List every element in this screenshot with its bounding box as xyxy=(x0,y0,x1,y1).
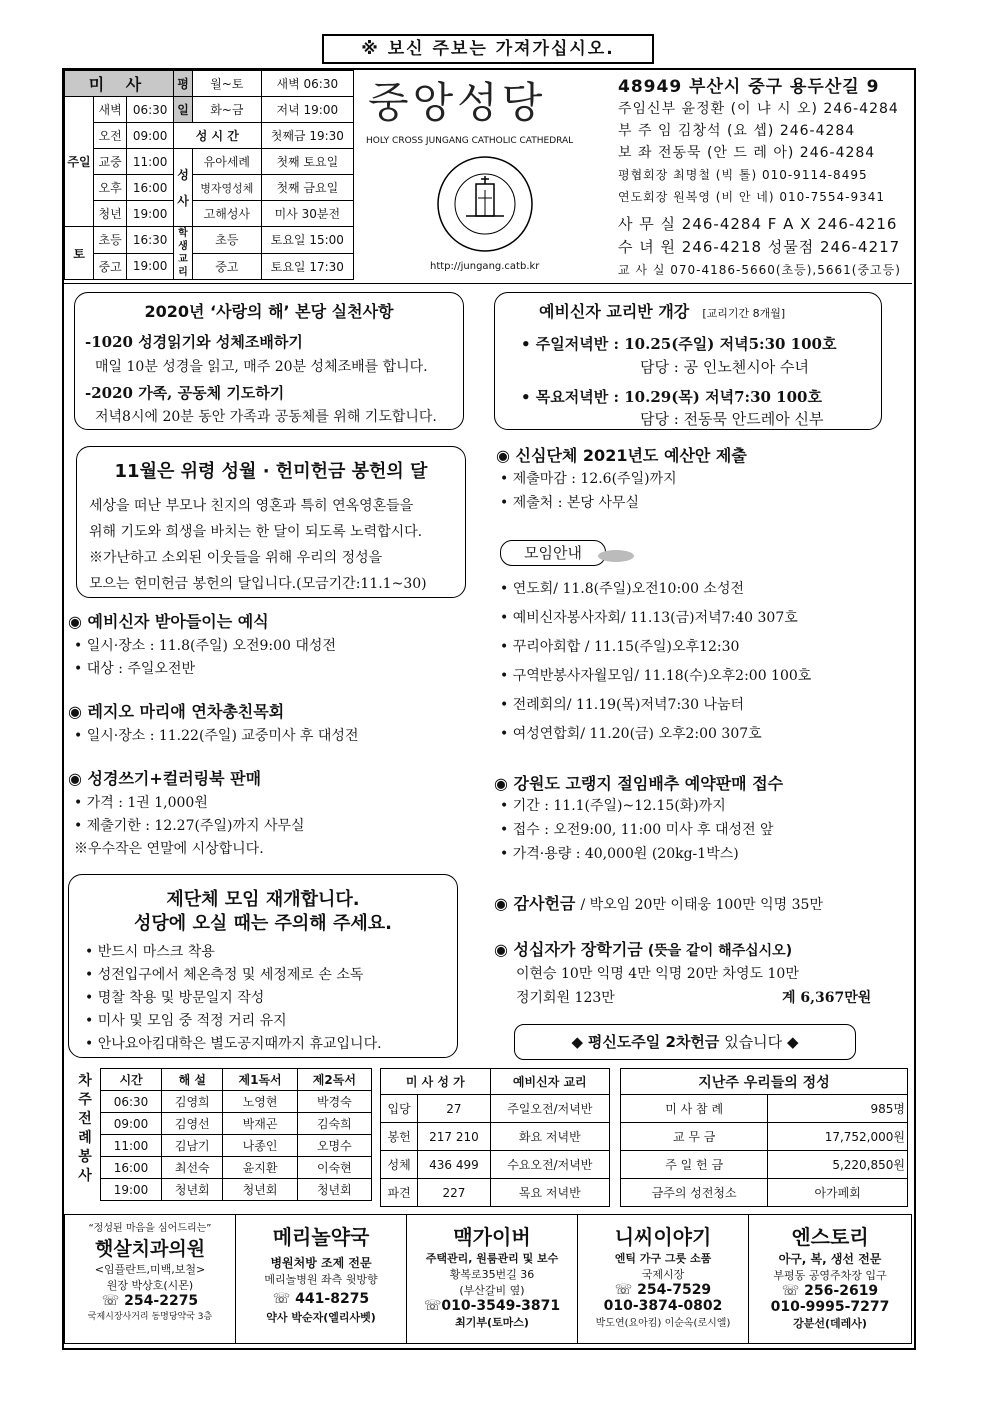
class-row: • 목요저녁반 : 10.29(목) 저녁7:30 100호 xyxy=(521,388,822,406)
duty-header: 시간 xyxy=(101,1069,162,1091)
ad-line: <임플란트,미백,보철> xyxy=(94,1263,206,1276)
offering-value: 5,220,850원 xyxy=(768,1151,908,1179)
item-line: ※우수작은 연말에 시상합니다. xyxy=(74,841,264,857)
ad-line: 국제시장 xyxy=(641,1268,685,1281)
ad-phone: ☏ 254-7529 xyxy=(614,1282,712,1298)
hymn-number: 436 499 xyxy=(418,1151,490,1179)
offering-value: 17,752,000원 xyxy=(768,1123,908,1151)
mass-time: 16:30 xyxy=(127,227,174,254)
offering-table xyxy=(620,1068,908,1207)
ad-name: 메리놀약국 xyxy=(272,1225,370,1249)
office-row: 사 무 실 246-4284 F A X 246-4216 xyxy=(618,215,898,233)
office-row: 교 사 실 070-4186-5660(초등),5661(중고등) xyxy=(618,263,901,277)
staff-row: 보 좌 전동묵 (안 드 레 아) 246-4284 xyxy=(618,145,876,161)
office-row: 수 녀 원 246-4218 성물점 246-4217 xyxy=(618,238,901,256)
scholarship-donors: 이현승 10만 익명 4만 익명 20만 차영도 10만 xyxy=(516,966,799,982)
catechumen-class-box xyxy=(494,292,882,430)
second-collection-box xyxy=(514,1024,856,1060)
duty-table xyxy=(100,1068,372,1201)
staff-row: 부 주 임 김창석 (요 셉) 246-4284 xyxy=(618,123,856,139)
mass-time: 19:00 xyxy=(127,201,174,227)
notice-banner: ※ 보신 주보는 가져가십시오. xyxy=(322,34,654,64)
hymn-part: 성체 xyxy=(381,1151,418,1179)
ad-line: 부평동 공영주차장 입구 xyxy=(773,1269,887,1282)
diamond-icon: ◆ xyxy=(571,1033,588,1051)
box-title: 2020년 ‘사랑의 해’ 본당 실천사항 xyxy=(144,302,394,321)
item-title: ◉ 레지오 마리애 연차총친목회 xyxy=(68,702,285,721)
ad-line: 원장 박상호(시몬) xyxy=(106,1279,194,1292)
item-line: • 일시·장소 : 11.8(주일) 오전9:00 대성전 xyxy=(74,638,336,654)
duty-cell: 최선숙 xyxy=(162,1157,223,1179)
duty-cell: 청년회 xyxy=(297,1179,371,1201)
weekday-days: 화~금 xyxy=(193,97,262,123)
hymn-table xyxy=(380,1068,610,1207)
duty-cell: 윤지환 xyxy=(223,1157,297,1179)
duty-header: 제1독서 xyxy=(223,1069,297,1091)
mass-schedule-table xyxy=(64,70,354,280)
thanks-offering-row xyxy=(494,891,823,914)
class-name: 수요오전/저녁반 xyxy=(490,1151,609,1179)
item-title: ◉ 감사헌금 xyxy=(494,894,576,913)
rule-line: • 미사 및 모임 중 적정 거리 유지 xyxy=(85,1013,287,1029)
item-title: ◉ 강원도 고랭지 절임배추 예약판매 접수 xyxy=(494,774,784,793)
box-line: 세상을 떠난 부모나 친지의 영혼과 특히 연옥영혼들을 xyxy=(89,498,414,514)
item-line: • 대상 : 주일오전반 xyxy=(74,661,195,677)
mass-slot: 청년 xyxy=(94,201,127,227)
november-box xyxy=(76,446,466,598)
staff-row: 연도회장 원복영 (비 안 네) 010-7554-9341 xyxy=(618,190,885,204)
ad-line: 010-9995-7277 xyxy=(770,1299,890,1315)
hymn-part: 파견 xyxy=(381,1179,418,1207)
holy-hour-label: 성 시 간 xyxy=(174,123,262,149)
ad-line: 약사 박순자(엘리사벳) xyxy=(266,1311,376,1324)
ad-name: 엔스토리 xyxy=(791,1225,869,1249)
offering-label: 미 사 참 례 xyxy=(621,1095,768,1123)
ad-phone: ☏ 256-2619 xyxy=(781,1283,879,1299)
practice-text: 저녁8시에 20분 동안 가족과 공동체를 위해 기도합니다. xyxy=(95,409,437,425)
mass-slot: 중고 xyxy=(94,253,127,280)
mass-slot: 새벽 xyxy=(94,97,127,123)
church-name: 중앙성당 xyxy=(368,78,547,127)
meeting-item: • 예비신자봉사자회/ 11.13(금)저녁7:40 307호 xyxy=(500,610,798,626)
class-name: 목요 저녁반 xyxy=(490,1179,609,1207)
sacrament-name: 고해성사 xyxy=(193,201,262,227)
ad-name: 햇살치과의원 xyxy=(94,1238,206,1260)
cathedral-seal-icon xyxy=(426,154,544,254)
period-note: [교리기간 8개월] xyxy=(702,307,786,320)
school-label: 학생교리 xyxy=(174,227,193,280)
weekday-time: 새벽 06:30 xyxy=(261,71,353,97)
ad-name: 니씨이야기 xyxy=(614,1225,712,1249)
duty-cell: 노영현 xyxy=(223,1091,297,1113)
sacrament-name: 병자영성체 xyxy=(193,175,262,201)
box-line: ※가난하고 소외된 이웃들을 위해 우리의 정성을 xyxy=(89,550,383,566)
second-collection-rest: 있습니다 xyxy=(724,1033,783,1051)
mass-slot: 교중 xyxy=(94,149,127,175)
sacrament-time: 첫째 금요일 xyxy=(261,175,353,201)
school-time: 토요일 15:00 xyxy=(261,227,353,254)
item-line: • 제출마감 : 12.6(주일)까지 xyxy=(500,471,677,487)
hymn-header: 미 사 성 가 xyxy=(381,1069,491,1095)
meeting-item: • 구역반봉사자월모임/ 11.18(수)오후2:00 100호 xyxy=(500,668,812,684)
item-line: • 기간 : 11.1(주일)~12.15(화)까지 xyxy=(500,798,726,814)
practice-text: 매일 10분 성경을 읽고, 매주 20분 성체조배를 합니다. xyxy=(95,359,428,375)
diamond-icon: ◆ xyxy=(782,1033,799,1051)
meeting-item: • 여성연합회/ 11.20(금) 오후2:00 307호 xyxy=(500,726,762,742)
ad-line: 010-3874-0802 xyxy=(603,1298,723,1314)
ad-line: (부산갈비 옆) xyxy=(459,1284,525,1297)
school-grade: 초등 xyxy=(193,227,262,254)
sacrament-time: 미사 30분전 xyxy=(261,201,353,227)
scholarship-sub: (뜻을 같이 해주십시오) xyxy=(647,943,793,959)
class-teacher: 담당 : 전동묵 안드레아 신부 xyxy=(640,410,824,428)
mass-time: 06:30 xyxy=(127,97,174,123)
church-seal-logo xyxy=(426,154,544,254)
sacrament-name: 유아세례 xyxy=(193,149,262,175)
class-teacher: 담당 : 공 인노첸시아 수녀 xyxy=(640,358,810,376)
ad-phone: ☏ 254-2275 xyxy=(101,1293,199,1309)
ad-phone: ☏010-3549-3871 xyxy=(423,1298,561,1314)
weekday-label-1: 평 xyxy=(174,71,193,97)
church-address: 48949 부산시 중구 용두산길 9 xyxy=(618,77,880,97)
meetings-label: 모임안내 xyxy=(500,540,606,566)
sacrament-time: 첫째 토요일 xyxy=(261,149,353,175)
ad-line: 엔틱 가구 그릇 소품 xyxy=(614,1252,712,1265)
ad-handyman xyxy=(407,1215,578,1344)
duty-cell: 나종인 xyxy=(223,1135,297,1157)
mass-slot: 오전 xyxy=(94,123,127,149)
class-row: • 주일저녁반 : 10.25(주일) 저녁5:30 100호 xyxy=(521,335,837,353)
rule-line: • 반드시 마스크 착용 xyxy=(85,944,215,960)
saturday-label: 토 xyxy=(65,227,94,280)
meeting-item: • 전례회의/ 11.19(목)저녁7:30 나눔터 xyxy=(500,697,745,713)
item-title: ◉ 예비신자 받아들이는 예식 xyxy=(68,612,269,631)
item-line: • 제출기한 : 12.27(주일)까지 사무실 xyxy=(74,818,305,834)
mass-time: 16:00 xyxy=(127,175,174,201)
scholarship-members: 정기회원 123만 xyxy=(516,990,615,1006)
weekday-days: 월~토 xyxy=(193,71,262,97)
mass-time: 11:00 xyxy=(127,149,174,175)
offering-value: 985명 xyxy=(768,1095,908,1123)
second-collection-bold: 평신도주일 2차헌금 xyxy=(587,1033,720,1051)
ad-line: 메리놀병원 좌측 윗방향 xyxy=(264,1273,378,1286)
thanks-offering-text: / 박오임 20만 이태웅 100만 익명 35만 xyxy=(580,897,823,913)
mass-slot: 오후 xyxy=(94,175,127,201)
item-title: ◉ 성십자가 장학기금 xyxy=(494,940,643,959)
duty-cell: 06:30 xyxy=(101,1091,162,1113)
duty-side-label: 차주전례봉사 xyxy=(78,1073,92,1184)
box-title: 제단체 모임 재개합니다. xyxy=(166,889,360,910)
practice-heading: -2020 가족, 공동체 기도하기 xyxy=(85,384,285,402)
item-title: ◉ 성경쓰기+컬러링북 판매 xyxy=(68,769,262,788)
hymn-part: 봉헌 xyxy=(381,1123,418,1151)
covid-notice-box xyxy=(68,874,458,1058)
mass-header: 미 사 xyxy=(65,71,174,97)
ad-name: 맥가이버 xyxy=(453,1225,531,1249)
staff-row: 주임신부 윤정환 (이 냐 시 오) 246-4284 xyxy=(618,101,899,117)
hymn-number: 217 210 xyxy=(418,1123,490,1151)
ad-dental xyxy=(65,1215,236,1344)
ad-pharmacy xyxy=(236,1215,407,1344)
box-line: 위해 기도와 희생을 바치는 한 달이 되도록 노력합시다. xyxy=(89,524,423,540)
duty-cell: 김영희 xyxy=(162,1091,223,1113)
ad-line: 아구, 복, 생선 전문 xyxy=(778,1252,882,1266)
item-line: • 제출처 : 본당 사무실 xyxy=(500,495,639,511)
item-line: • 가격 : 1권 1,000원 xyxy=(74,795,208,811)
class-name: 주일오전/저녁반 xyxy=(490,1095,609,1123)
box-title: 성당에 오실 때는 주의해 주세요. xyxy=(134,913,392,934)
box-line: 모으는 헌미헌금 봉헌의 달입니다.(모금기간:11.1~30) xyxy=(89,576,427,592)
duty-cell: 청년회 xyxy=(223,1179,297,1201)
offering-label: 금주의 성전청소 xyxy=(621,1179,768,1207)
class-header: 예비신자 교리 xyxy=(490,1069,609,1095)
item-line: • 일시·장소 : 11.22(주일) 교중미사 후 대성전 xyxy=(74,728,359,744)
scholarship-row xyxy=(494,937,792,960)
meeting-item: • 꾸리아회합 / 11.15(주일)오후12:30 xyxy=(500,639,740,655)
mass-time: 09:00 xyxy=(127,123,174,149)
ad-line: 국제시장사거리 동명당약국 3층 xyxy=(87,1312,213,1322)
ad-line: 병원처방 조제 전문 xyxy=(270,1256,372,1270)
offering-label: 교 무 금 xyxy=(621,1123,768,1151)
ad-restaurant xyxy=(749,1215,912,1344)
school-grade: 중고 xyxy=(193,253,262,280)
duty-header: 해 설 xyxy=(162,1069,223,1091)
ad-line: 주택관리, 원룸관리 및 보수 xyxy=(425,1252,559,1265)
staff-row: 평협회장 최명철 (빅 톨) 010-9114-8495 xyxy=(618,168,868,182)
duty-cell: 이숙현 xyxy=(297,1157,371,1179)
ad-tagline: “정성된 마음을 심어드리는” xyxy=(88,1223,212,1234)
item-line: • 접수 : 오전9:00, 11:00 미사 후 대성전 앞 xyxy=(500,822,774,838)
hymn-part: 입당 xyxy=(381,1095,418,1123)
header-divider xyxy=(64,283,912,284)
box-title: 11월은 위령 성월 · 헌미헌금 봉헌의 달 xyxy=(114,461,428,482)
duty-cell: 김숙희 xyxy=(297,1113,371,1135)
mass-time: 19:00 xyxy=(127,253,174,280)
rule-line: • 성전입구에서 체온측정 및 세정제로 손 소독 xyxy=(85,967,364,983)
ad-antique xyxy=(578,1215,749,1344)
practice-heading: -1020 성경읽기와 성체조배하기 xyxy=(85,333,303,351)
offering-title: 지난주 우리들의 정성 xyxy=(621,1069,908,1095)
duty-cell: 11:00 xyxy=(101,1135,162,1157)
ad-line: 최기부(토마스) xyxy=(455,1316,529,1329)
box-title: 예비신자 교리반 개강 xyxy=(539,302,690,321)
duty-cell: 김남기 xyxy=(162,1135,223,1157)
first-friday: 첫째금 19:30 xyxy=(261,123,353,149)
duty-header: 제2독서 xyxy=(297,1069,371,1091)
duty-cell: 16:00 xyxy=(101,1157,162,1179)
ad-line: 황복로35번길 36 xyxy=(449,1268,535,1281)
hymn-number: 27 xyxy=(418,1095,490,1123)
ad-line: 박도연(요아킴) 이순옥(로시엘) xyxy=(595,1318,731,1329)
hymn-number: 227 xyxy=(418,1179,490,1207)
rule-line: • 명찰 착용 및 방문일지 작성 xyxy=(85,990,265,1006)
offering-label: 주 일 헌 금 xyxy=(621,1151,768,1179)
ad-line: 강분선(데레사) xyxy=(793,1317,867,1330)
ad-phone: ☏ 441-8275 xyxy=(272,1291,370,1307)
rule-line: • 안나요아킴대학은 별도공지때까지 휴교입니다. xyxy=(85,1036,382,1052)
duty-cell: 09:00 xyxy=(101,1113,162,1135)
duty-cell: 오명수 xyxy=(297,1135,371,1157)
class-name: 화요 저녁반 xyxy=(490,1123,609,1151)
duty-cell: 박재곤 xyxy=(223,1113,297,1135)
duty-cell: 19:00 xyxy=(101,1179,162,1201)
church-english-name: HOLY CROSS JUNGANG CATHOLIC CATHEDRAL xyxy=(366,136,574,146)
label-shadow xyxy=(598,550,634,562)
sunday-label: 주일 xyxy=(65,97,94,227)
meeting-item: • 연도회/ 11.8(주일)오전10:00 소성전 xyxy=(500,581,745,597)
scholarship-total: 계 6,367만원 xyxy=(782,990,872,1006)
box-title-row xyxy=(539,299,785,322)
duty-cell: 박경숙 xyxy=(297,1091,371,1113)
love-year-box xyxy=(74,292,464,430)
school-time: 토요일 17:30 xyxy=(261,253,353,280)
office-contacts xyxy=(618,213,901,282)
offering-value: 아가페회 xyxy=(768,1179,908,1207)
weekday-label-2: 일 xyxy=(174,97,193,123)
mass-slot: 초등 xyxy=(94,227,127,254)
item-title: ◉ 신심단체 2021년도 예산안 제출 xyxy=(496,446,747,465)
duty-cell: 청년회 xyxy=(162,1179,223,1201)
church-website-link[interactable]: http://jungang.catb.kr xyxy=(430,261,540,272)
item-line: • 가격·용량 : 40,000원 (20kg-1박스) xyxy=(500,846,739,862)
staff-contacts xyxy=(618,98,912,208)
ads-table xyxy=(64,1214,912,1344)
duty-cell: 김영선 xyxy=(162,1113,223,1135)
sacrament-label: 성사 xyxy=(174,149,193,227)
weekday-time: 저녁 19:00 xyxy=(261,97,353,123)
